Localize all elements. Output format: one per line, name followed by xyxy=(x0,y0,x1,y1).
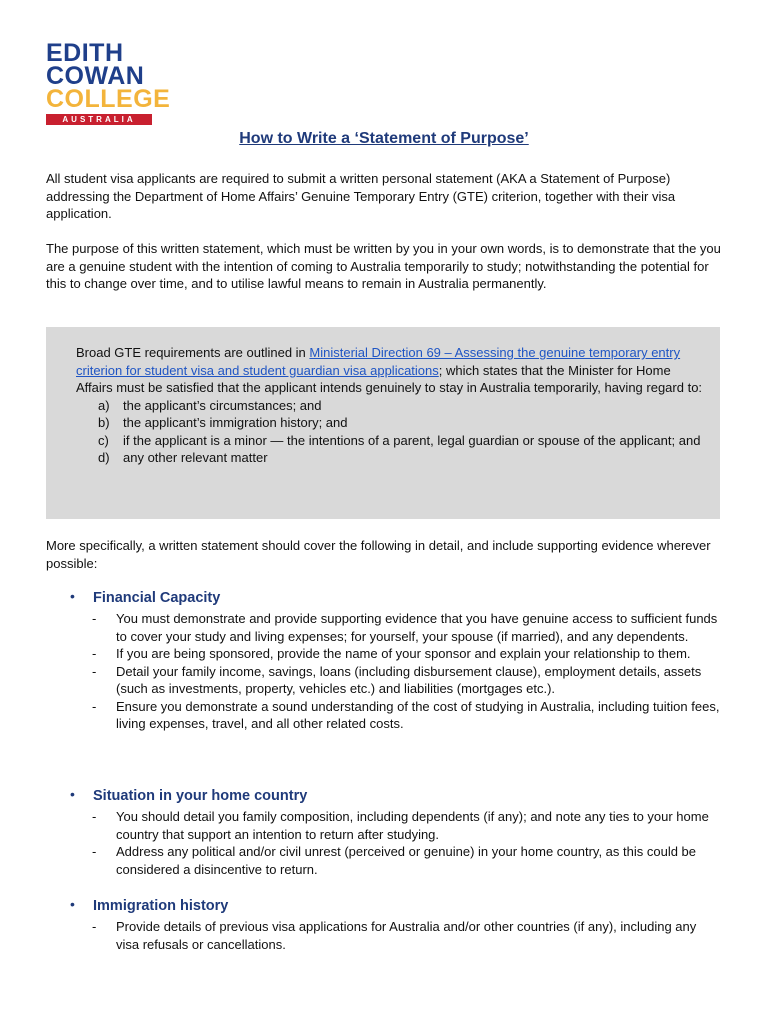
gte-requirements-text xyxy=(76,344,706,467)
gte-criteria-list xyxy=(76,397,706,467)
dash-marker: - xyxy=(92,809,97,824)
box-text-before-link: Broad GTE requirements are outlined in xyxy=(76,345,310,360)
college-logo xyxy=(46,39,171,125)
list-item-text: Address any political and/or civil unrest (perceived or genuine) in your home country, as this could be considered a disincentive to return. xyxy=(116,844,697,877)
list-item xyxy=(70,698,720,733)
list-item-text: the applicant’s circumstances; and xyxy=(123,397,322,413)
gte-criteria-item xyxy=(76,414,706,432)
list-marker: b) xyxy=(98,415,110,430)
dash-marker: - xyxy=(92,663,97,679)
list-marker: c) xyxy=(98,432,109,448)
section-heading: Immigration history xyxy=(93,898,229,914)
list-item-text: Ensure you demonstrate a sound understanding of the cost of studying in Australia, including tuition fees, living expenses, travel, and all other related costs. xyxy=(116,698,720,731)
list-item xyxy=(70,645,720,663)
box-text-after-link: ; which states that the Minister for Home Affairs must be satisfied that the applicant intends genuinely to stay in Australia temporarily, having regard to: xyxy=(76,362,703,395)
gte-criteria-item xyxy=(76,449,706,467)
logo-line-college: COLLEGE xyxy=(46,85,171,113)
list-item-text: You must demonstrate and provide supporting evidence that you have genuine access to sufficient funds to cover your study and living expenses; for yourself, your spouse (if married), and any dependents. xyxy=(116,611,718,644)
list-item-text: You should detail you family composition, including dependents (if any); and note any ties to your home country that support an intention to return after studying. xyxy=(116,809,709,842)
list-item-text: Detail your family income, savings, loans (including disbursement clause), employment details, assets (such as investments, property, vehicles etc.) and liabilities (mortgages etc.). xyxy=(116,663,702,696)
gte-requirements-box xyxy=(46,327,720,519)
list-item xyxy=(70,808,720,843)
dash-marker: - xyxy=(92,646,97,661)
list-item-text: Provide details of previous visa applications for Australia and/or other countries (if any), including any visa refusals or cancellations. xyxy=(116,919,697,952)
intro-paragraph-2: The purpose of this written statement, which must be written by you in your own words, is to demonstrate that the you are a genuine student with the intention of coming to Australia temporarily to study; notwithstanding the potential for this to change over time, and to utilise lawful means to remain in Australia permanently. xyxy=(46,241,721,291)
section-heading: Situation in your home country xyxy=(93,788,308,804)
dash-marker: - xyxy=(92,611,97,626)
gte-criteria-item xyxy=(76,397,706,415)
dash-marker: - xyxy=(92,698,97,714)
logo-line-edith: EDITH xyxy=(46,39,124,67)
list-marker: d) xyxy=(98,450,110,465)
logo-subline-australia: AUSTRALIA xyxy=(46,114,152,125)
section-immigration-history xyxy=(70,898,720,953)
page-title: How to Write a ‘Statement of Purpose’ xyxy=(239,130,529,147)
dash-marker: - xyxy=(92,844,97,859)
bullet-icon: • xyxy=(70,896,75,912)
logo-line-cowan: COWAN xyxy=(46,62,145,90)
section-items xyxy=(70,610,720,733)
list-item xyxy=(70,918,720,953)
list-item-text: if the applicant is a minor — the intentions of a parent, legal guardian or spouse of the applicant; and xyxy=(123,432,701,448)
ministerial-direction-link[interactable]: Ministerial Direction 69 – Assessing the genuine temporary entry criterion for student visa and student guardian visa applications xyxy=(76,345,681,378)
gte-criteria-item xyxy=(76,432,706,450)
list-item-text: If you are being sponsored, provide the name of your sponsor and explain your relationship to them. xyxy=(116,646,691,661)
list-item xyxy=(70,663,720,698)
section-home-country xyxy=(70,788,720,878)
dash-marker: - xyxy=(92,919,97,934)
section-heading: Financial Capacity xyxy=(93,590,221,606)
intro-paragraph-1: All student visa applicants are required to submit a written personal statement (AKA a Statement of Purpose) addressing the Department of Home Affairs’ Genuine Temporary Entry (GTE) criterion, together with their visa application. xyxy=(46,171,676,221)
list-item xyxy=(70,843,720,878)
list-item xyxy=(70,610,720,645)
section-items xyxy=(70,918,720,953)
section-items xyxy=(70,808,720,878)
bullet-icon: • xyxy=(70,588,75,604)
bullet-icon: • xyxy=(70,786,75,802)
section-financial-capacity xyxy=(70,590,720,733)
list-item-text: the applicant’s immigration history; and xyxy=(123,415,348,430)
list-marker: a) xyxy=(98,397,110,413)
more-specifically-paragraph: More specifically, a written statement should cover the following in detail, and include supporting evidence wherever possible: xyxy=(46,538,711,571)
list-item-text: any other relevant matter xyxy=(123,450,268,465)
